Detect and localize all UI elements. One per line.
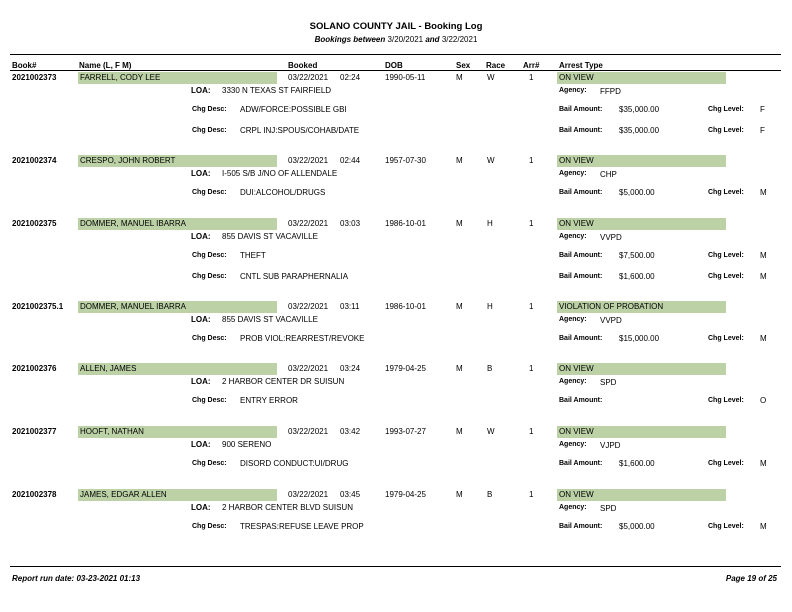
charge-level: M xyxy=(760,188,767,197)
sex: M xyxy=(456,364,463,373)
charge-desc-label: Chg Desc: xyxy=(192,273,227,280)
header-booked: Booked xyxy=(288,61,318,70)
bail-amount: $7,500.00 xyxy=(619,251,655,260)
bail-amount-label: Bail Amount: xyxy=(559,523,603,530)
charge-level: M xyxy=(760,251,767,260)
charge-description: ADW/FORCE:POSSIBLE GBI xyxy=(240,105,347,114)
arrest-type: ON VIEW xyxy=(559,219,594,228)
sex: M xyxy=(456,73,463,82)
book-number: 2021002375.1 xyxy=(12,302,64,311)
charge-level-label: Chg Level: xyxy=(708,127,744,134)
arrest-type: ON VIEW xyxy=(559,364,594,373)
header-dob: DOB xyxy=(385,61,403,70)
charge-description: ENTRY ERROR xyxy=(240,396,298,405)
booked-date: 03/22/2021 xyxy=(288,73,329,82)
book-number: 2021002378 xyxy=(12,490,57,499)
location-of-arrest: I-505 S/B J/NO OF ALLENDALE xyxy=(222,169,338,178)
charge-level: M xyxy=(760,272,767,281)
location-of-arrest: 855 DAVIS ST VACAVILLE xyxy=(222,315,318,324)
header-book: Book# xyxy=(12,61,37,70)
inmate-name: JAMES, EDGAR ALLEN xyxy=(80,490,167,499)
arrest-count: 1 xyxy=(529,219,534,228)
arrest-type: ON VIEW xyxy=(559,73,594,82)
charge-desc-label: Chg Desc: xyxy=(192,106,227,113)
bottom-rule xyxy=(10,566,781,567)
arrest-count: 1 xyxy=(529,73,534,82)
book-number: 2021002373 xyxy=(12,73,57,82)
location-of-arrest: 2 HARBOR CENTER DR SUISUN xyxy=(222,377,345,386)
booked-time: 03:42 xyxy=(340,427,361,436)
report-subtitle xyxy=(0,35,792,44)
charge-level-label: Chg Level: xyxy=(708,523,744,530)
charge-level-label: Chg Level: xyxy=(708,106,744,113)
dob: 1993-07-27 xyxy=(385,427,426,436)
booked-time: 02:44 xyxy=(340,156,361,165)
charge-description: CRPL INJ:SPOUS/COHAB/DATE xyxy=(240,126,360,135)
bail-amount-label: Bail Amount: xyxy=(559,460,603,467)
book-number: 2021002376 xyxy=(12,364,57,373)
charge-description: PROB VIOL:REARREST/REVOKE xyxy=(240,334,365,343)
charge-level-label: Chg Level: xyxy=(708,460,744,467)
loa-label: LOA: xyxy=(191,169,211,178)
race: W xyxy=(487,427,495,436)
location-of-arrest: 3330 N TEXAS ST FAIRFIELD xyxy=(222,86,332,95)
bail-amount-label: Bail Amount: xyxy=(559,273,603,280)
agency: CHP xyxy=(600,170,617,179)
race: H xyxy=(487,219,493,228)
header-arrest-type: Arrest Type xyxy=(559,61,603,70)
charge-desc-label: Chg Desc: xyxy=(192,397,227,404)
charge-level-label: Chg Level: xyxy=(708,335,744,342)
charge-level: M xyxy=(760,459,767,468)
loa-label: LOA: xyxy=(191,315,211,324)
charge-level: F xyxy=(760,126,765,135)
agency: FFPD xyxy=(600,87,621,96)
arrest-type: ON VIEW xyxy=(559,427,594,436)
booked-time: 03:24 xyxy=(340,364,361,373)
charge-desc-label: Chg Desc: xyxy=(192,335,227,342)
book-number: 2021002374 xyxy=(12,156,57,165)
agency-label: Agency: xyxy=(559,378,587,385)
location-of-arrest: 2 HARBOR CENTER BLVD SUISUN xyxy=(222,503,353,512)
race: W xyxy=(487,156,495,165)
loa-label: LOA: xyxy=(191,440,211,449)
charge-level-label: Chg Level: xyxy=(708,397,744,404)
agency-label: Agency: xyxy=(559,233,587,240)
charge-desc-label: Chg Desc: xyxy=(192,127,227,134)
agency-label: Agency: xyxy=(559,87,587,94)
booked-date: 03/22/2021 xyxy=(288,302,329,311)
race: H xyxy=(487,302,493,311)
charge-level: F xyxy=(760,105,765,114)
booked-date: 03/22/2021 xyxy=(288,427,329,436)
dob: 1986-10-01 xyxy=(385,219,426,228)
dob: 1986-10-01 xyxy=(385,302,426,311)
dob: 1957-07-30 xyxy=(385,156,426,165)
location-of-arrest: 900 SERENO xyxy=(222,440,272,449)
bail-amount: $15,000.00 xyxy=(619,334,660,343)
charge-level-label: Chg Level: xyxy=(708,252,744,259)
arrest-count: 1 xyxy=(529,490,534,499)
sex: M xyxy=(456,219,463,228)
end-date: 3/22/2021 xyxy=(441,35,478,44)
top-rule xyxy=(10,54,781,55)
sex: M xyxy=(456,156,463,165)
arrest-count: 1 xyxy=(529,156,534,165)
agency: VVPD xyxy=(600,316,622,325)
bail-amount-label: Bail Amount: xyxy=(559,335,603,342)
charge-level-label: Chg Level: xyxy=(708,273,744,280)
bail-amount-label: Bail Amount: xyxy=(559,189,603,196)
book-number: 2021002375 xyxy=(12,219,57,228)
charge-level: M xyxy=(760,522,767,531)
agency: SPD xyxy=(600,504,617,513)
race: B xyxy=(487,364,493,373)
booked-time: 03:03 xyxy=(340,219,361,228)
inmate-name: DOMMER, MANUEL IBARRA xyxy=(80,219,186,228)
arrest-type: ON VIEW xyxy=(559,490,594,499)
booked-date: 03/22/2021 xyxy=(288,490,329,499)
bail-amount-label: Bail Amount: xyxy=(559,397,603,404)
subtitle-label: Bookings between xyxy=(314,35,386,44)
inmate-name: FARRELL, CODY LEE xyxy=(80,73,161,82)
bail-amount-label: Bail Amount: xyxy=(559,252,603,259)
charge-desc-label: Chg Desc: xyxy=(192,189,227,196)
agency-label: Agency: xyxy=(559,504,587,511)
bail-amount: $1,600.00 xyxy=(619,459,655,468)
race: W xyxy=(487,73,495,82)
arrest-count: 1 xyxy=(529,302,534,311)
header-race: Race xyxy=(486,61,506,70)
charge-description: CNTL SUB PARAPHERNALIA xyxy=(240,272,349,281)
charge-level-label: Chg Level: xyxy=(708,189,744,196)
loa-label: LOA: xyxy=(191,503,211,512)
charge-desc-label: Chg Desc: xyxy=(192,252,227,259)
book-number: 2021002377 xyxy=(12,427,57,436)
agency-label: Agency: xyxy=(559,170,587,177)
location-of-arrest: 855 DAVIS ST VACAVILLE xyxy=(222,232,318,241)
charge-description: THEFT xyxy=(240,251,266,260)
start-date: 3/20/2021 xyxy=(387,35,424,44)
header-rule xyxy=(10,70,781,71)
charge-description: DUI:ALCOHOL/DRUGS xyxy=(240,188,326,197)
report-run-date: Report run date: 03-23-2021 01:13 xyxy=(12,574,141,583)
bail-amount: $35,000.00 xyxy=(619,126,660,135)
sex: M xyxy=(456,427,463,436)
inmate-name: HOOFT, NATHAN xyxy=(80,427,144,436)
inmate-name: CRESPO, JOHN ROBERT xyxy=(80,156,176,165)
arrest-count: 1 xyxy=(529,427,534,436)
race: B xyxy=(487,490,493,499)
loa-label: LOA: xyxy=(191,86,211,95)
booked-date: 03/22/2021 xyxy=(288,156,329,165)
charge-level: M xyxy=(760,334,767,343)
agency-label: Agency: xyxy=(559,441,587,448)
inmate-name: DOMMER, MANUEL IBARRA xyxy=(80,302,186,311)
arrest-type: VIOLATION OF PROBATION xyxy=(559,302,664,311)
charge-level: O xyxy=(760,396,767,405)
bail-amount: $1,600.00 xyxy=(619,272,655,281)
booked-date: 03/22/2021 xyxy=(288,364,329,373)
arrest-type: ON VIEW xyxy=(559,156,594,165)
header-arr: Arr# xyxy=(523,61,540,70)
header-name: Name (L, F M) xyxy=(79,61,132,70)
booked-time: 03:45 xyxy=(340,490,361,499)
report-title: SOLANO COUNTY JAIL - Booking Log xyxy=(309,21,483,32)
inmate-name: ALLEN, JAMES xyxy=(80,364,137,373)
page-number: Page 19 of 25 xyxy=(725,574,777,583)
dob: 1990-05-11 xyxy=(385,73,426,82)
charge-desc-label: Chg Desc: xyxy=(192,523,227,530)
booked-time: 03:11 xyxy=(340,302,360,311)
booked-time: 02:24 xyxy=(340,73,361,82)
bail-amount: $5,000.00 xyxy=(619,188,655,197)
charge-description: TRESPAS:REFUSE LEAVE PROP xyxy=(240,522,364,531)
charge-desc-label: Chg Desc: xyxy=(192,460,227,467)
sex: M xyxy=(456,302,463,311)
bail-amount-label: Bail Amount: xyxy=(559,106,603,113)
booked-date: 03/22/2021 xyxy=(288,219,329,228)
bail-amount: $35,000.00 xyxy=(619,105,660,114)
dob: 1979-04-25 xyxy=(385,490,426,499)
arrest-count: 1 xyxy=(529,364,534,373)
charge-description: DISORD CONDUCT:UI/DRUG xyxy=(240,459,349,468)
loa-label: LOA: xyxy=(191,232,211,241)
sex: M xyxy=(456,490,463,499)
dob: 1979-04-25 xyxy=(385,364,426,373)
agency: SPD xyxy=(600,378,617,387)
agency: VJPD xyxy=(600,441,621,450)
and-label: and xyxy=(425,35,440,44)
agency-label: Agency: xyxy=(559,316,587,323)
loa-label: LOA: xyxy=(191,377,211,386)
bail-amount-label: Bail Amount: xyxy=(559,127,603,134)
header-sex: Sex xyxy=(456,61,471,70)
agency: VVPD xyxy=(600,233,622,242)
bail-amount: $5,000.00 xyxy=(619,522,655,531)
